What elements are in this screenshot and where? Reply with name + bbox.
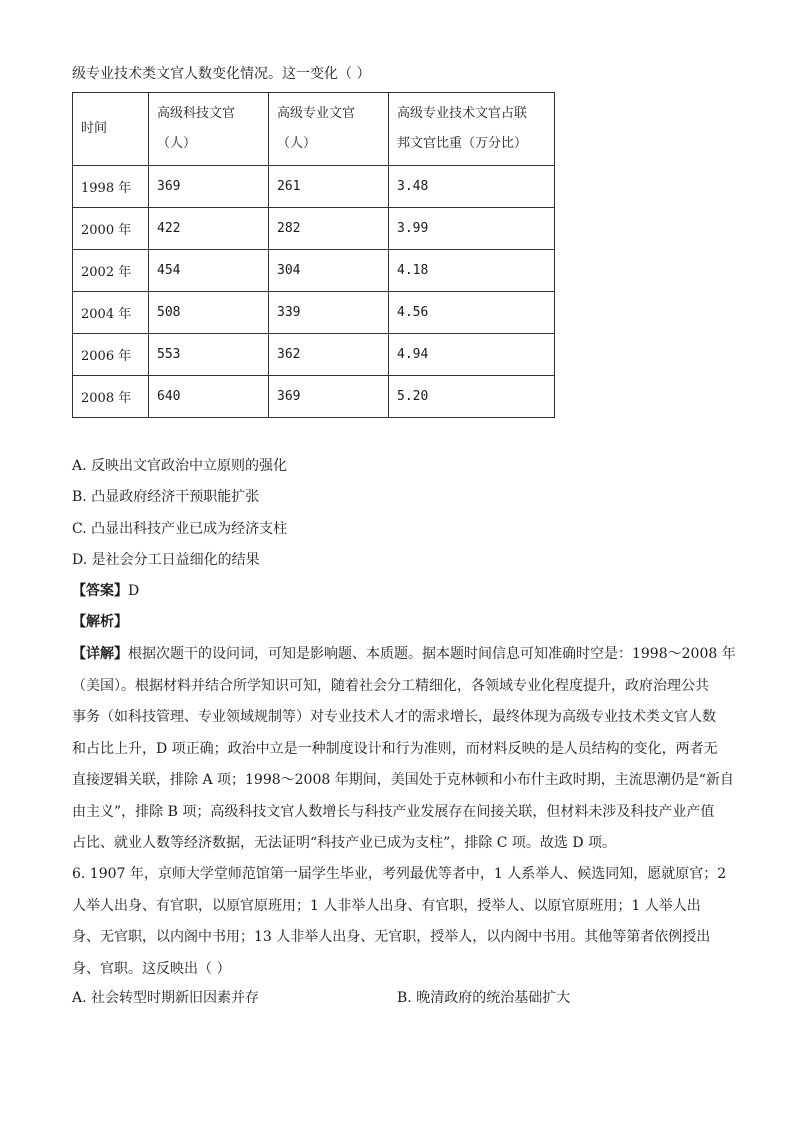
header-professional-officials: 高级专业文官 （人） <box>269 93 389 166</box>
header-proportion: 高级专业技术文官占联 邦文官比重（万分比） <box>389 93 555 166</box>
detail-line: 和占比上升，D 项正确；政治中立是一种制度设计和行为准则，而材料反映的是人员结构的变化，两者无 <box>72 740 718 757</box>
cell-year: 2008 年 <box>73 376 149 418</box>
cell-sci-tech: 553 <box>149 334 269 376</box>
q6-line: 身、官职。这反映出（ ） <box>72 960 231 977</box>
cell-professional: 339 <box>269 292 389 334</box>
q6-line: 身、无官职，以内阁中书用；13 人非举人出身、无官职，授举人，以内阁中书用。其他等第者依例授出 <box>72 929 711 945</box>
cell-professional: 362 <box>269 334 389 376</box>
cell-proportion: 5.20 <box>389 376 555 418</box>
answer-value: D <box>128 583 140 599</box>
table-row <box>73 292 555 334</box>
cell-proportion: 3.48 <box>389 166 555 208</box>
option-a: A. 反映出文官政治中立原则的强化 <box>72 458 288 474</box>
cell-year: 2000 年 <box>73 208 149 250</box>
table-header-row <box>73 93 555 166</box>
cell-professional: 282 <box>269 208 389 250</box>
detail-line: 【详解】根据次题干的设问词，可知是影响题、本质题。据本题时间信息可知准确时空是：1998～2008 年 <box>72 646 736 662</box>
cell-professional: 261 <box>269 166 389 208</box>
cell-year: 1998 年 <box>73 166 149 208</box>
analysis-tag: 【解析】 <box>72 614 128 630</box>
table-row <box>73 334 555 376</box>
detail-paragraph <box>72 639 736 860</box>
detail-line: 占比、就业人数等经济数据，无法证明“科技产业已成为支柱”，排除 C 项。故选 D 项。 <box>72 835 617 851</box>
cell-proportion: 3.99 <box>389 208 555 250</box>
q6-option-a: A. 社会转型时期新旧因素并存 <box>72 990 260 1006</box>
table-row <box>73 250 555 292</box>
question-6-stem <box>72 859 727 985</box>
q6-line: 6. 1907 年，京师大学堂师范馆第一届学生毕业，考列最优等者中，1 人系举人、候选同知，愿就原官；2 <box>72 866 727 882</box>
cell-sci-tech: 369 <box>149 166 269 208</box>
header-time: 时间 <box>73 93 149 166</box>
detail-line: （美国）。根据材料并结合所学知识可知，随着社会分工精细化，各领域专业化程度提升，政府治理公共 <box>72 677 709 694</box>
header-sci-tech-officials: 高级科技文官 （人） <box>149 93 269 166</box>
detail-tag: 【详解】 <box>72 646 128 662</box>
cell-proportion: 4.56 <box>389 292 555 334</box>
cell-sci-tech: 508 <box>149 292 269 334</box>
table-row <box>73 208 555 250</box>
table-row <box>73 166 555 208</box>
answer-tag: 【答案】 <box>72 583 128 599</box>
detail-line: 直接逻辑关联，排除 A 项；1998～2008 年期间，美国处于克林顿和小布什主政时期，主流思潮仍是“新自 <box>72 772 734 788</box>
q6-line: 人举人出身、有官职，以原官原班用；1 人非举人出身、有官职，授举人、以原官原班用；1 人举人出 <box>72 897 701 914</box>
detail-line: 由主义”，排除 B 项；高级科技文官人数增长与科技产业发展存在间接关联，但材料未涉及科技产业产值 <box>72 803 715 820</box>
option-b: B. 凸显政府经济干预职能扩张 <box>72 489 260 505</box>
cell-sci-tech: 640 <box>149 376 269 418</box>
cell-year: 2004 年 <box>73 292 149 334</box>
cell-professional: 369 <box>269 376 389 418</box>
cell-professional: 304 <box>269 250 389 292</box>
cell-year: 2002 年 <box>73 250 149 292</box>
cell-proportion: 4.94 <box>389 334 555 376</box>
option-c: C. 凸显出科技产业已成为经济支柱 <box>72 521 288 537</box>
cell-proportion: 4.18 <box>389 250 555 292</box>
q6-option-b: B. 晚清政府的统治基础扩大 <box>397 990 571 1006</box>
cell-sci-tech: 422 <box>149 208 269 250</box>
question-stem-line: 级专业技术类文官人数变化情况。这一变化（ ） <box>72 66 371 82</box>
cell-year: 2006 年 <box>73 334 149 376</box>
option-d: D. 是社会分工日益细化的结果 <box>72 552 260 568</box>
answer-line <box>72 581 139 601</box>
cell-sci-tech: 454 <box>149 250 269 292</box>
data-table <box>72 92 555 418</box>
detail-line: 事务（如科技管理、专业领域规制等）对专业技术人才的需求增长，最终体现为高级专业技术类文官人数 <box>72 709 716 725</box>
table-row <box>73 376 555 418</box>
